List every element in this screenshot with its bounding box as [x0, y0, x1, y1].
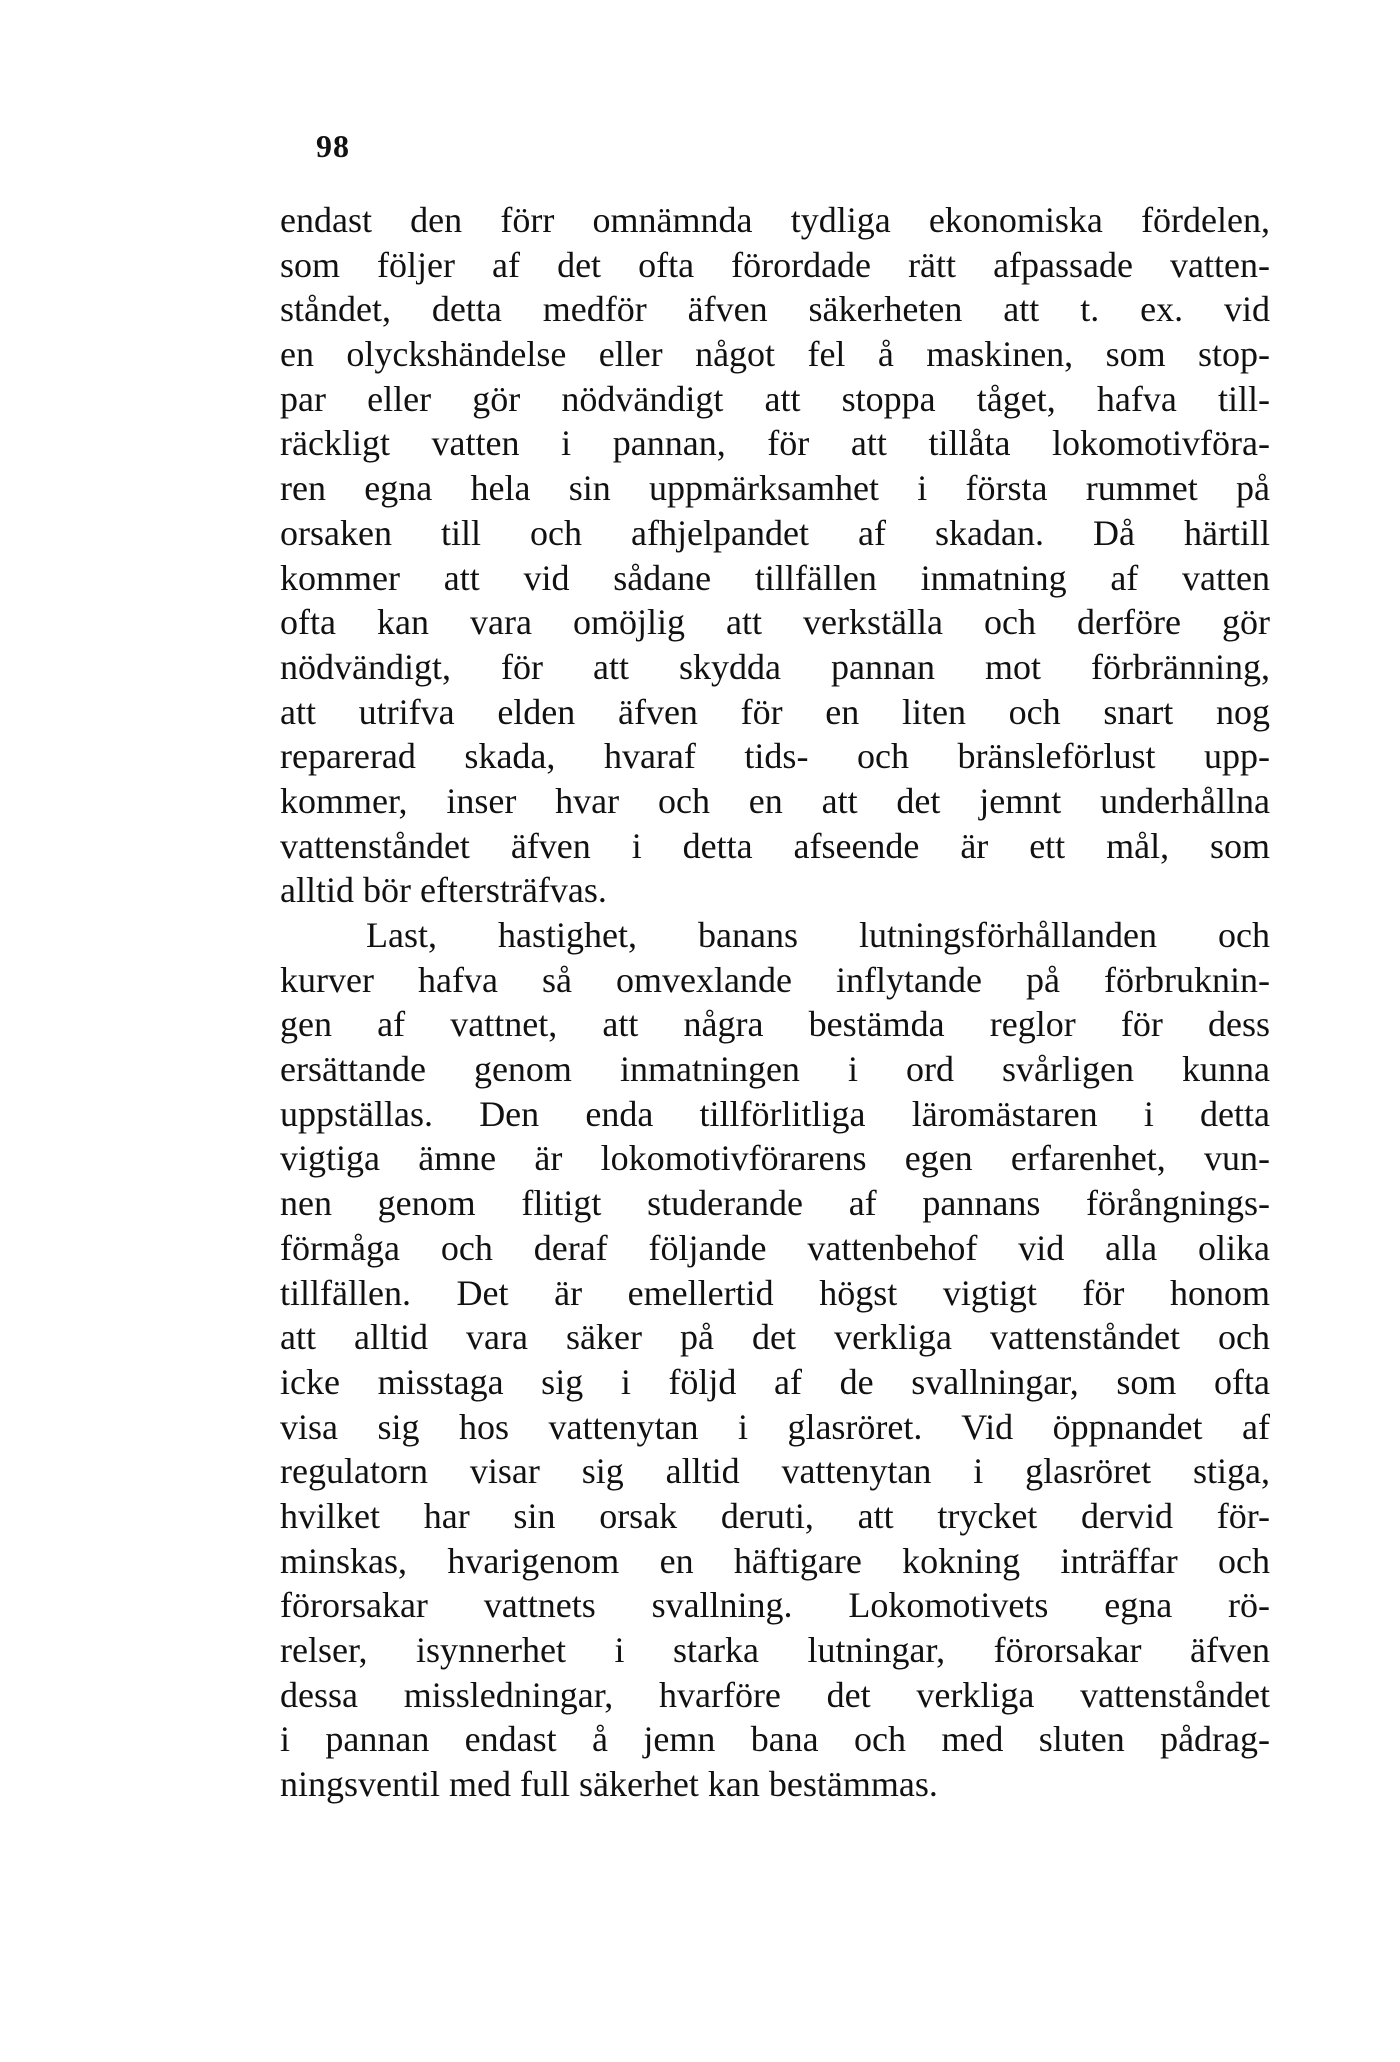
- text-line: en olyckshändelse eller något fel å maskinen, som stop-: [280, 334, 1270, 375]
- text-line: ren egna hela sin uppmärksamhet i första rummet på: [280, 468, 1270, 509]
- text-line: ningsventil med full säkerhet kan bestämmas.: [280, 1764, 938, 1805]
- text-line: ersättande genom inmatningen i ord svårligen kunna: [280, 1049, 1270, 1090]
- text-line: kommer, inser hvar och en att det jemnt underhållna: [280, 780, 1270, 821]
- text-line: dessa missledningar, hvarföre det verkliga vattenståndet: [280, 1674, 1270, 1715]
- text-line: att alltid vara säker på det verkliga vattenståndet och: [280, 1317, 1270, 1358]
- text-line: vattenståndet äfven i detta afseende är ett mål, som: [280, 825, 1270, 866]
- text-line: alltid bör eftersträfvas.: [280, 870, 607, 911]
- text-line: ståndet, detta medför äfven säkerheten att t. ex. vid: [280, 289, 1270, 330]
- text-line: endast den förr omnämnda tydliga ekonomiska fördelen,: [280, 200, 1270, 240]
- text-line: kurver hafva så omvexlande inflytande på förbruknin-: [280, 959, 1270, 1000]
- text-line: i pannan endast å jemn bana och med sluten pådrag-: [280, 1719, 1270, 1760]
- text-line: uppställas. Den enda tillförlitliga läromästaren i detta: [280, 1093, 1270, 1134]
- text-line: förmåga och deraf följande vattenbehof vid alla olika: [280, 1227, 1270, 1268]
- text-line: icke misstaga sig i följd af de svallningar, som ofta: [280, 1361, 1270, 1402]
- text-line: förorsakar vattnets svallning. Lokomotivets egna rö-: [280, 1585, 1270, 1626]
- body-text: [280, 198, 1270, 1807]
- text-line: hvilket har sin orsak deruti, att trycket dervid för-: [280, 1495, 1270, 1536]
- text-line: kommer att vid sådane tillfällen inmatning af vatten: [280, 557, 1270, 598]
- text-line: minskas, hvarigenom en häftigare kokning inträffar och: [280, 1540, 1270, 1581]
- text-line: regulatorn visar sig alltid vattenytan i glasröret stiga,: [280, 1451, 1270, 1492]
- text-line: visa sig hos vattenytan i glasröret. Vid öppnandet af: [280, 1406, 1270, 1447]
- text-line: räckligt vatten i pannan, för att tillåta lokomotivföra-: [280, 423, 1270, 464]
- text-line: nen genom flitigt studerande af pannans förångnings-: [280, 1183, 1270, 1224]
- text-line: par eller gör nödvändigt att stoppa tåget, hafva till-: [280, 378, 1270, 419]
- text-line: vigtiga ämne är lokomotivförarens egen erfarenhet, vun-: [280, 1138, 1270, 1179]
- page-number: 98: [316, 128, 350, 164]
- text-line: att utrifva elden äfven för en liten och snart nog: [280, 691, 1270, 732]
- text-line: orsaken till och afhjelpandet af skadan. Då härtill: [280, 512, 1270, 553]
- text-line: tillfällen. Det är emellertid högst vigtigt för honom: [280, 1272, 1270, 1313]
- text-line: nödvändigt, för att skydda pannan mot förbränning,: [280, 646, 1270, 687]
- text-line: reparerad skada, hvaraf tids- och bränsleförlust upp-: [280, 736, 1270, 777]
- paragraph-start-line: Last, hastighet, banans lutningsförhållanden och: [366, 915, 1270, 955]
- text-line: relser, isynnerhet i starka lutningar, förorsakar äfven: [280, 1630, 1270, 1670]
- text-line: gen af vattnet, att några bestämda reglor för dess: [280, 1004, 1270, 1045]
- text-line: som följer af det ofta förordade rätt afpassade vatten-: [280, 244, 1270, 285]
- text-line: ofta kan vara omöjlig att verkställa och derföre gör: [280, 602, 1270, 643]
